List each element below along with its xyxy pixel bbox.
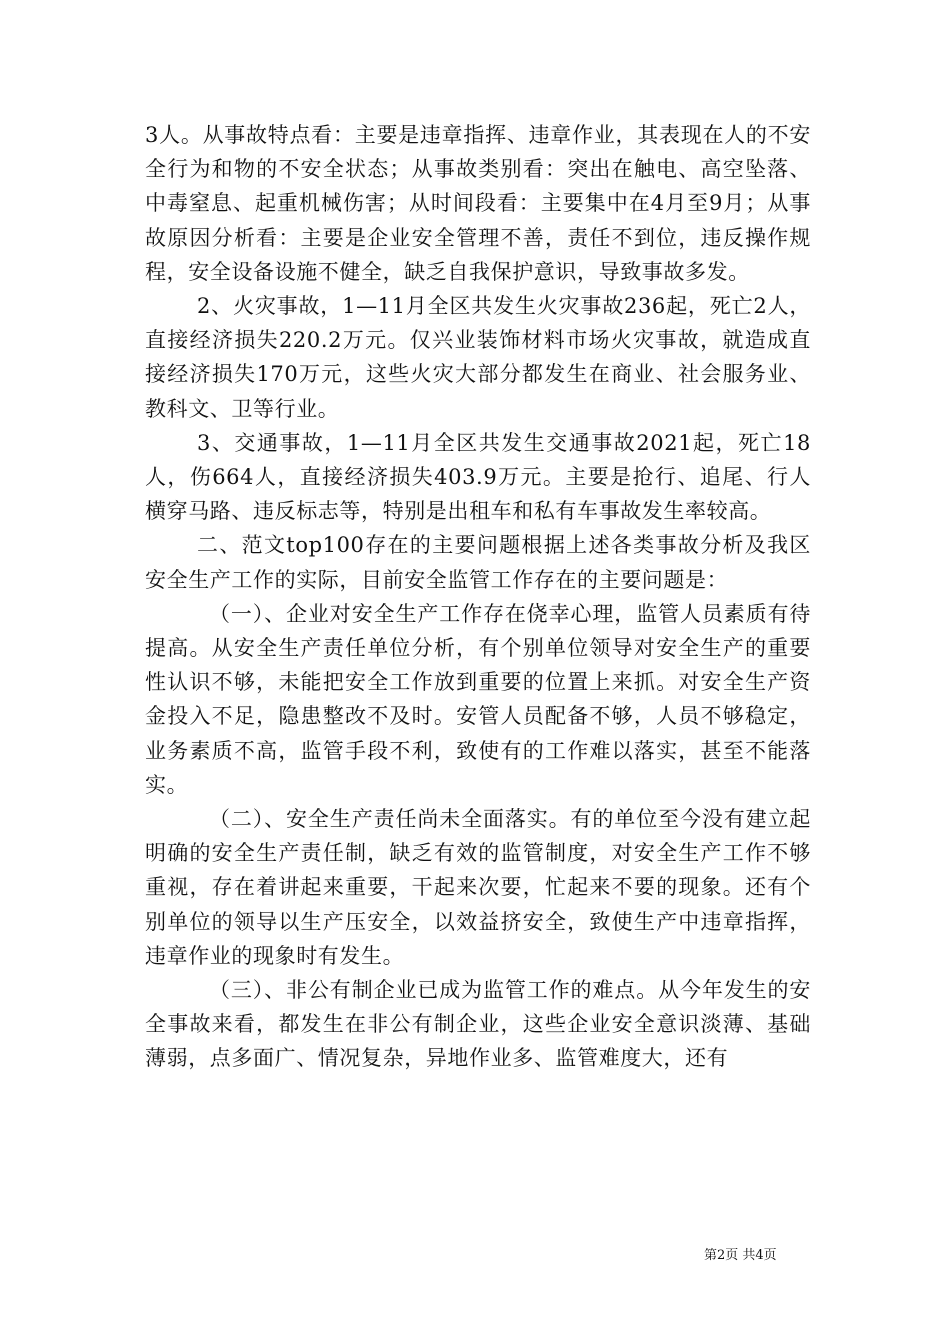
paragraph-accident-analysis: 3人。从事故特点看：主要是违章指挥、违章作业，其表现在人的不安全行为和物的不安全状态；从事故类别看：突出在触电、高空坠落、中毒窒息、起重机械伤害；从时间段看：主要集中在4月至9月；从事故原因分析看：主要是企业安全管理不善，责任不到位，违反操作规程，安全设备设施不健全，缺乏自我保护意识，导致事故多发。 [145, 123, 811, 284]
paragraph-issue-three: （三）、非公有制企业已成为监管工作的难点。从今年发生的安全事故来看，都发生在非公有制企业，这些企业安全意识淡薄、基础薄弱，点多面广、情况复杂，异地作业多、监管难度大，还有 [145, 978, 811, 1071]
document-body [145, 118, 811, 1076]
page-number-footer: 第2页 共4页 [704, 1248, 777, 1263]
paragraph-fire-accidents: 2、火灾事故，1—11月全区共发生火灾事故236起，死亡2人，直接经济损失220.2万元。仅兴业装饰材料市场火灾事故，就造成直接经济损失170万元，这些火灾大部分都发生在商业、社会服务业、教科文、卫等行业。 [145, 294, 811, 421]
paragraph-issue-one: （一）、企业对安全生产工作存在侥幸心理，监管人员素质有待提高。从安全生产责任单位分析，有个别单位领导对安全生产的重要性认识不够，未能把安全工作放到重要的位置上来抓。对安全生产资金投入不足，隐患整改不及时。安管人员配备不够，人员不够稳定，业务素质不高，监管手段不利，致使有的工作难以落实，甚至不能落实。 [145, 601, 811, 797]
paragraph-traffic-accidents: 3、交通事故，1—11月全区共发生交通事故2021起，死亡18人，伤664人，直接经济损失403.9万元。主要是抢行、追尾、行人横穿马路、违反标志等，特别是出租车和私有车事故发生率较高。 [145, 430, 811, 524]
paragraph-section-two-heading: 二、范文top100存在的主要问题根据上述各类事故分析及我区安全生产工作的实际，目前安全监管工作存在的主要问题是： [145, 533, 811, 592]
paragraph-issue-two: （二）、安全生产责任尚未全面落实。有的单位至今没有建立起明确的安全生产责任制，缺乏有效的监管制度，对安全生产工作不够重视，存在着讲起来重要，干起来次要，忙起来不要的现象。还有个别单位的领导以生产压安全，以效益挤安全，致使生产中违章指挥，违章作业的现象时有发生。 [145, 807, 811, 968]
